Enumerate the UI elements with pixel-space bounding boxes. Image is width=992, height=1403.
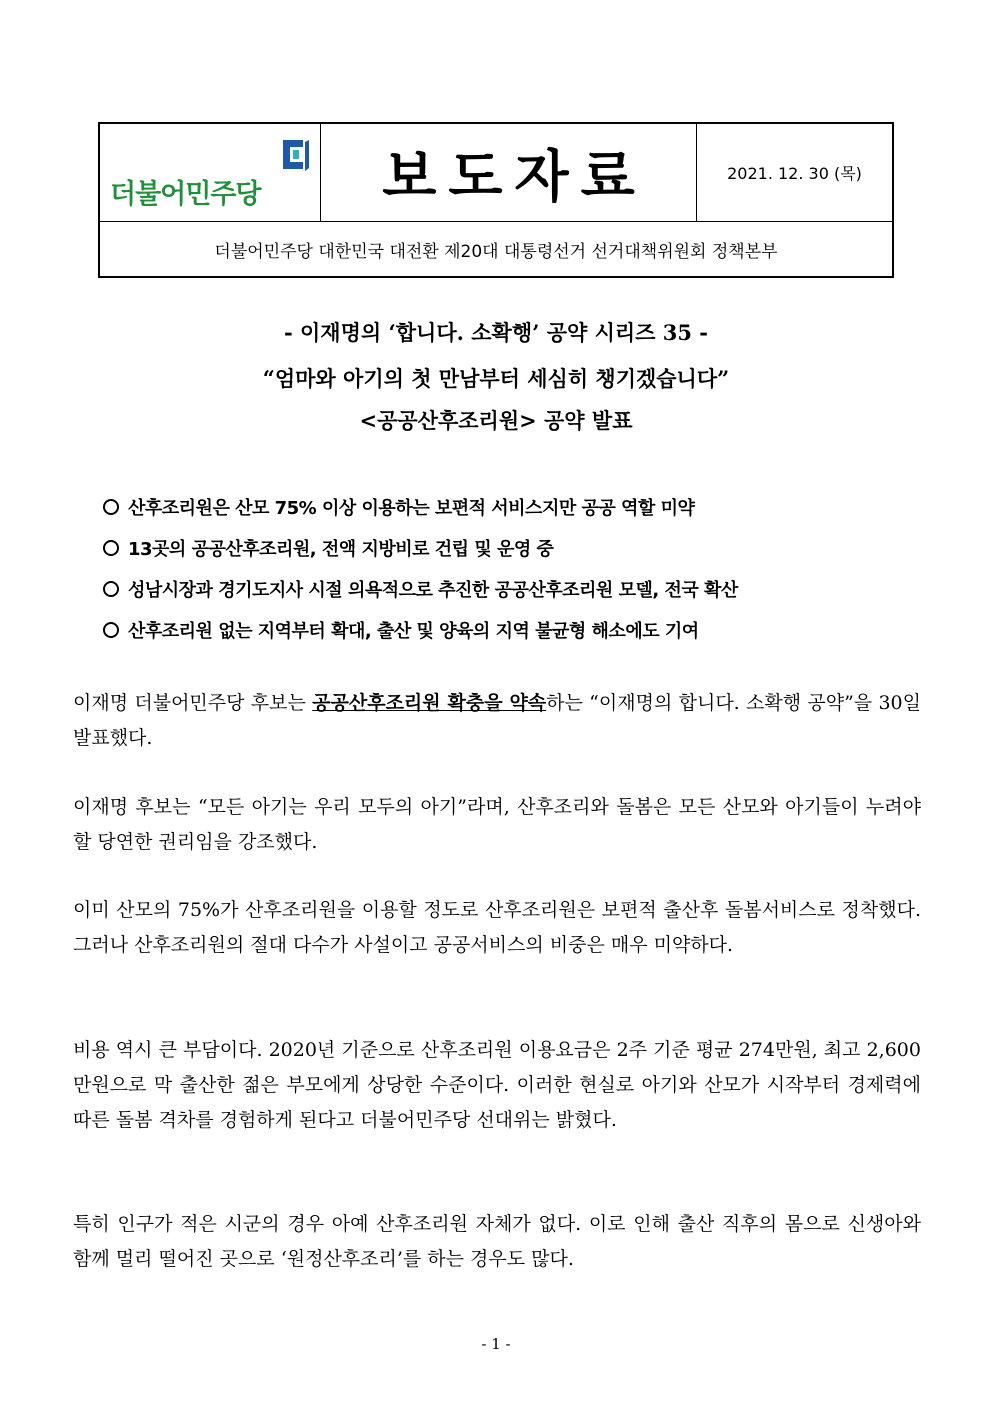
bullet-text: 산후조리원 없는 지역부터 확대, 출산 및 양육의 지역 불균형 해소에도 기여 xyxy=(128,620,699,642)
body-paragraph-1 xyxy=(73,686,921,756)
headline-series: - 이재명의 ‘합니다. 소확행’ 공약 시리즈 35 - xyxy=(283,320,709,345)
bullet-circle-icon xyxy=(103,540,119,556)
p1-tail: 하는 “이재명의 합니다. 소확행 공약”을 30일 발표했다. xyxy=(73,692,921,749)
body-paragraph-3: 이미 산모의 75%가 산후조리원을 이용할 정도로 산후조리원은 보편적 출산후 돌봄서비스로 정착했다. 그러나 산후조리원의 절대 다수가 사설이고 공공서비스의 비중은 매우 미약하다. xyxy=(73,899,921,956)
headline-subject: <공공산후조리원> 공약 발표 xyxy=(359,408,633,433)
date-cell xyxy=(697,124,892,221)
party-logo-text: 더불어민주당 xyxy=(110,179,261,210)
body-paragraph-2: 이재명 후보는 “모든 아기는 우리 모두의 아기”라며, 산후조리와 돌봄은 모든 산모와 아기들이 누려야 할 당연한 권리임을 강조했다. xyxy=(73,796,921,853)
body-paragraph-4: 비용 역시 큰 부담이다. 2020년 기준으로 산후조리원 이용요금은 2주 기준 평균 274만원, 최고 2,600만원으로 막 출산한 젊은 부모에게 상당한 수준이다. 이러한 현실로 아기와 산모가 시작부터 경제력에 따른 돌봄 격차를 경험하게 된다고 더불어민주당 선대위는 밝혔다. xyxy=(73,1039,921,1131)
doc-title-cell xyxy=(321,124,697,221)
release-date: 2021. 12. 30 (목) xyxy=(727,164,862,183)
summary-bullet xyxy=(103,527,903,568)
bullet-text: 성남시장과 경기도지사 시절 의욕적으로 추진한 공공산후조리원 모델, 전국 확산 xyxy=(128,579,738,601)
bullet-text: 13곳의 공공산후조리원, 전액 지방비로 건립 및 운영 중 xyxy=(128,538,554,560)
header-top-row xyxy=(100,124,892,222)
bullet-circle-icon xyxy=(103,622,119,638)
p1-emphasis: 공공산후조리원 확충을 약속 xyxy=(312,692,547,714)
summary-bullet xyxy=(103,486,903,527)
body-paragraph-5: 특히 인구가 적은 시군의 경우 아예 산후조리원 자체가 없다. 이로 인해 출산 직후의 몸으로 신생아와 함께 멀리 떨어진 곳으로 ‘원정산후조리’를 하는 경우도 많다. xyxy=(73,1213,921,1270)
press-release-header xyxy=(98,122,894,278)
summary-bullet xyxy=(103,568,903,609)
bullet-circle-icon xyxy=(103,499,119,515)
party-logo-mark-icon xyxy=(281,138,311,174)
summary-bullets xyxy=(103,486,903,650)
bullet-text: 산후조리원은 산모 75% 이상 이용하는 보편적 서비스지만 공공 역할 미약 xyxy=(128,497,695,519)
p1-lead: 이재명 더불어민주당 후보는 xyxy=(73,692,313,714)
page-number: - 1 - xyxy=(481,1335,511,1353)
bullet-circle-icon xyxy=(103,581,119,597)
summary-bullet xyxy=(103,609,903,650)
party-logo xyxy=(100,124,321,221)
doc-title: 보도자료 xyxy=(382,144,647,210)
org-name: 더불어민주당 대한민국 대전환 제20대 대통령선거 선거대책위원회 정책본부 xyxy=(214,241,778,262)
headline-quote: “엄마와 아기의 첫 만남부터 세심히 챙기겠습니다” xyxy=(262,366,730,391)
